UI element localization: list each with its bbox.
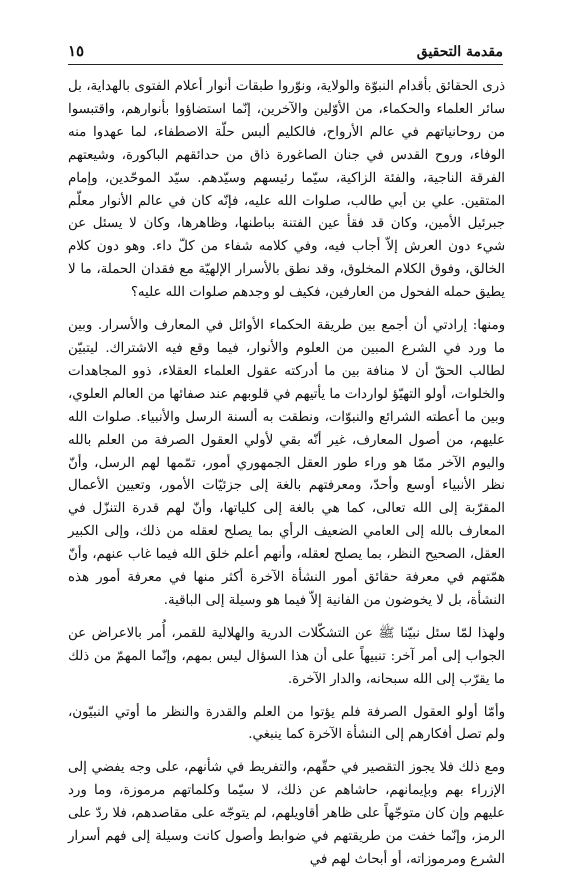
paragraph: وأمّا أولو العقول الصرفة فلم يؤتوا من العلم والقدرة والنظر ما أوتي النبيّون، ولم تصل أفكارهم إلى النشأة الآخرة كما ينبغي. [68,704,505,743]
running-title: مقدمة التحقيق [416,44,503,60]
paragraph: ولهذا لمّا سئل نبيّنا ﷺ عن التشكّلات الدرية والهلالية للقمر، أُمر بالاعراض عن الجواب إلى أمر آخر: تنبيهاً على أن هذا السؤال ليس بمهم، وإنّما المهمّ من ذلك ما يقرّب إلى الله سبحانه، والدار الآخرة. [68,625,506,687]
paragraph: ومنها: إرادتي أن أجمع بين طريقة الحكماء الأوائل في المعارف والأسرار. وبين ما ورد في الشرع المبين من العلوم والأنوار، فيما وقع فيه الاشتراك. ليتبيّن لطالب الحقّ أن لا منافة بين ما أدركته عقول العلماء العقلاء، ذوو المجاهدات والخلوات، أولو التهيّؤ لواردات ما يأتيهم في قلوبهم عند صفائها من العالم العلوي، وبين ما أعطته الشرائع والنبوّات، ونطقت به ألسنة الرسل والأنبياء. صلوات الله عليهم، من أصول المعارف، غير أنّه بقي لأولي العقول الصرفة من العلم بالله واليوم الآخر ممّا هو وراء طور العقل الجمهوري أمور، تمّمها لهم الرسل، وأنّ نظر الأنبياء أوسع وأحدّ، ومعرفتهم بالغة إلى جزئيّات الأمور، وتعيين الأعمال المقرّبة إلى الله تعالى، كما هي بالغة إلى كلياتها، وأنّ لهم قدرة التنزّل في المعارف بالله إلى العامي الضعيف الرأي بما يصلح لعقله من ذلك، وإلى الكبير العقل، الصحيح النظر، بما يصلح لعقله، وأنهم أعلم خلق الله فيما غاب عنهم، وأنّ همّتهم في معرفة حقائق أمور النشأة الآخرة أكثر منها في معرفة أمور هذه النشأة، بل لا يخوضون من الفانية إلاّ فيما هو وسيلة إلى الباقية. [68,318,505,608]
page-header [68,38,503,65]
paragraph: ذرى الحقائق بأقدام النبوّة والولاية، ونوّروا طبقات أنوار أعلام الفتوى بالهداية، بل سائر العلماء والحكماء، من الأوّلين والآخرين، إنّما استضاؤوا بأنوارهم، واقتبسوا من روحانياتهم في عالم الأرواح، فالكليم ألبس حلّة الاصطفاء، لما عهدوا منه الوفاء، وروح القدس في جنان الصاغورة ذاق من حدائقهم الباكورة، وشيعتهم الفرقة الناجية، والفئة الزاكية، سيّما رئيسهم وسيّدهم. سيّد الموحّدين، وإمام المتقين. علي بن أبي طالب، صلوات الله عليه، فإنّه كان في عالم الأنوار معلّم جبرئيل الأمين، وكان قد فقأ عين الفتنة بباطنها، وظاهرها، وكان لا يسئل عن شيء دون العرش إلاّ أجاب فيه، وفي كلامه شفاء من كلّ داء. وهو دون كلام الخالق، وفوق الكلام المخلوق، وقد نطق بالأسرار الإلهيّة مع فقدان الحملة، ما لا يطيق حمله الفحول من العارفين، فكيف لو وجدهم صلوات الله عليه؟ [68,79,505,301]
page-body [68,76,506,867]
paragraph: ومع ذلك فلا يجوز التقصير في حقّهم، والتفريط في شأنهم، على وجه يفضي إلى الإزراء بهم وبإيمانهم، حاشاهم عن ذلك، لا سيّما وكلماتهم مرموزة، وما ورد عليهم وإن كان متوجّهاً على ظاهر أقاويلهم، لم يتوجّه على مقاصدهم، فلا ردّ على الرمز، وإنّما خفت من طريقتهم في ضوابط وأصول كانت وسيلة إلى فهم أسرار الشرع ومرموزاته، أو أبحاث لهم في [68,760,505,867]
page-number: ١٥ [68,42,85,60]
